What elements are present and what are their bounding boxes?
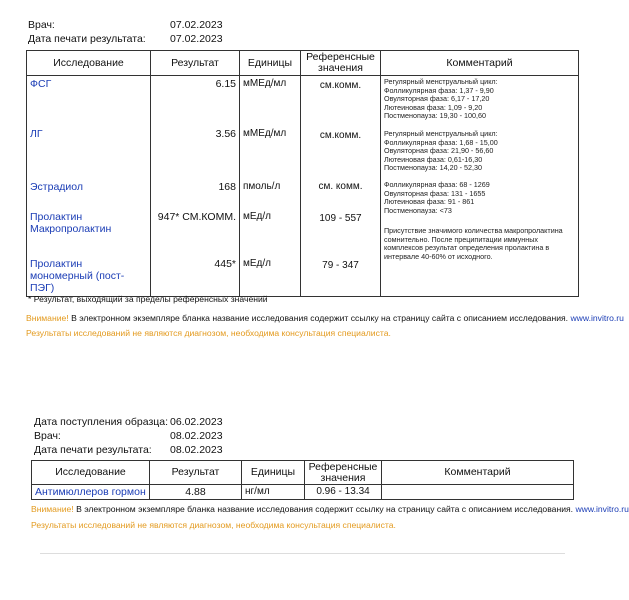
result-lh: 3.56	[215, 128, 236, 140]
unit-prolactin: мЕд/л	[243, 211, 271, 222]
table-body	[27, 76, 579, 297]
disclaimer-2: Результаты исследований не являются диагнозом, необходима консультация специалиста.	[31, 520, 396, 530]
result-prolactin: 947* СМ.КОММ.	[157, 211, 236, 223]
sample-date-label: Дата поступления образца:	[34, 416, 169, 428]
result-prolactin-monomeric: 445*	[214, 258, 236, 270]
unit-prolactin-monomeric: мЕд/л	[243, 258, 271, 269]
doctor-label: Врач:	[28, 19, 55, 31]
header-reference-2: Референсные значения	[305, 461, 382, 485]
unit-estradiol: пмоль/л	[243, 181, 281, 192]
attention-label-2: Внимание!	[31, 504, 74, 514]
test-link-amh[interactable]: Антимюллеров гормон	[32, 485, 150, 500]
test-link-lh[interactable]: ЛГ	[30, 128, 43, 140]
comment-prolactin: Присутствие значимого количества макропролактина сомнительно. После преципитации иммунных комплексов результат определения пролактина в интервале 40-60% от исходного.	[384, 226, 563, 261]
header-result: Результат	[151, 51, 240, 76]
header-comment-2: Комментарий	[382, 461, 574, 485]
header-test-2: Исследование	[32, 461, 150, 485]
attention-note-2: Внимание! В электронном экземпляре бланка название исследования содержит ссылку на страницу сайта с описанием исследования. www.invitro.ru	[31, 504, 629, 514]
print-date-value-2: 08.02.2023	[170, 444, 223, 456]
sample-date-value: 06.02.2023	[170, 416, 223, 428]
ref-prolactin-monomeric: 79 - 347	[322, 260, 359, 271]
result-amh: 4.88	[150, 485, 242, 500]
table-row-amh	[32, 485, 574, 500]
ref-prolactin: 109 - 557	[319, 213, 362, 224]
comment-amh	[382, 485, 574, 500]
print-date-value: 07.02.2023	[170, 33, 223, 45]
header-result-2: Результат	[150, 461, 242, 485]
result-estradiol: 168	[218, 181, 236, 193]
invitro-link-2[interactable]: www.invitro.ru	[575, 504, 629, 514]
comment-fsh: Регулярный менструальный цикл: Фолликулярная фаза: 1,37 - 9,90 Овуляторная фаза: 6,17 - 17,20 Лютеиновая фаза: 1,09 - 9,20 Постменопауза: 19,30 - 100,60	[384, 77, 498, 121]
col-reference	[301, 76, 381, 297]
section1-meta	[28, 16, 328, 48]
attention-label: Внимание!	[26, 313, 69, 323]
print-date-label: Дата печати результата:	[28, 33, 146, 45]
disclaimer-1: Результаты исследований не являются диагнозом, необходима консультация специалиста.	[26, 328, 391, 338]
unit-lh: мМЕд/мл	[243, 128, 287, 139]
col-result	[151, 76, 240, 297]
table-header-2	[32, 461, 574, 485]
header-reference: Референсные значения	[301, 51, 381, 76]
col-unit	[240, 76, 301, 297]
comment-estradiol: Фолликулярная фаза: 68 - 1269 Овуляторная фаза: 131 - 1655 Лютеиновая фаза: 91 - 861 Постменопауза: <73	[384, 180, 490, 215]
result-fsh: 6.15	[215, 78, 236, 90]
col-test	[27, 76, 151, 297]
section2-meta	[34, 413, 334, 459]
header-test: Исследование	[27, 51, 151, 76]
test-link-prolactin-monomeric[interactable]: Пролактин мономерный (пост-ПЭГ)	[30, 258, 125, 294]
bottom-divider	[40, 553, 565, 554]
test-link-fsh[interactable]: ФСГ	[30, 78, 52, 90]
header-units: Единицы	[240, 51, 301, 76]
test-link-prolactin[interactable]: Пролактин Макропролактин	[30, 211, 112, 235]
ref-amh: 0.96 - 13.34	[305, 485, 382, 500]
results-table-1	[26, 50, 579, 297]
print-date-label-2: Дата печати результата:	[34, 444, 152, 456]
doctor-label-2: Врач:	[34, 430, 61, 442]
doctor-value-2: 08.02.2023	[170, 430, 223, 442]
ref-estradiol: см. комм.	[318, 181, 363, 192]
header-comment: Комментарий	[381, 51, 579, 76]
comment-lh: Регулярный менструальный цикл: Фолликулярная фаза: 1,68 - 15,00 Овуляторная фаза: 21,90 - 56,60 Лютеиновая фаза: 0,61-16,30 Постменопауза: 14,20 - 52,30	[384, 129, 498, 173]
table-header	[27, 51, 579, 76]
doctor-value: 07.02.2023	[170, 19, 223, 31]
invitro-link[interactable]: www.invitro.ru	[570, 313, 624, 323]
results-table-2	[31, 460, 574, 500]
footnote: * Результат, выходящий за пределы референсных значений	[28, 294, 268, 304]
ref-lh: см.комм.	[319, 130, 362, 141]
unit-amh: нг/мл	[242, 485, 305, 500]
ref-fsh: см.комм.	[319, 80, 362, 91]
unit-fsh: мМЕд/мл	[243, 78, 287, 89]
header-units-2: Единицы	[242, 461, 305, 485]
test-link-estradiol[interactable]: Эстрадиол	[30, 181, 84, 193]
attention-note-1: Внимание! В электронном экземпляре бланка название исследования содержит ссылку на страницу сайта с описанием исследования. www.invitro.ru	[26, 313, 624, 323]
col-comment	[381, 76, 579, 297]
